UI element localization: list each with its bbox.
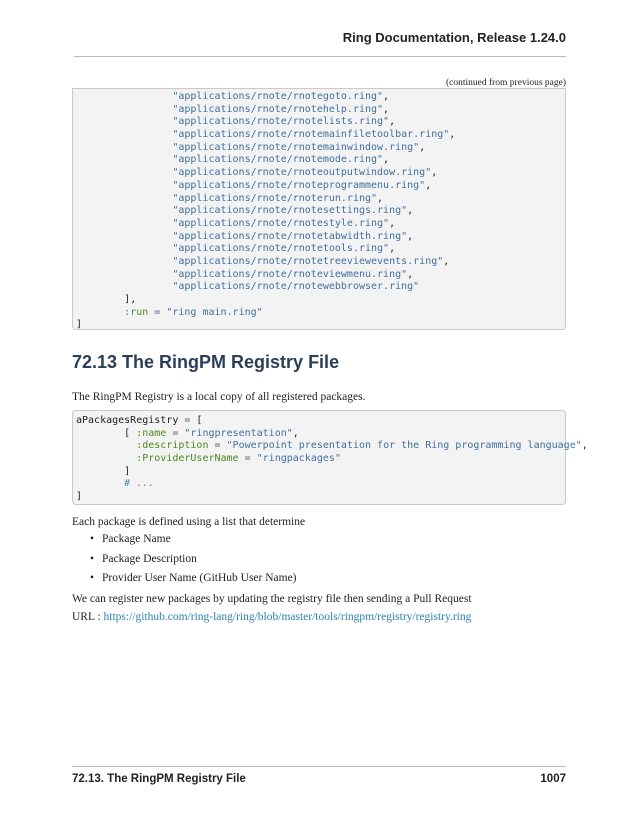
code-string: "applications/rnote/rnoteoutputwindow.ring" [172,167,432,179]
code-line: "applications/rnote/rnoterun.ring", [172,192,384,204]
code-string: "applications/rnote/rnoterun.ring" [172,192,378,204]
code-line: :ProviderUserName = "ringpackages" [136,453,341,465]
intro-paragraph: The RingPM Registry is a local copy of all registered packages. [72,391,366,403]
code-line: :run = "ring main.ring" [124,306,263,318]
code-line: ] [76,491,83,503]
code-line: "applications/rnote/rnoteprogrammenu.ring", [172,179,432,191]
list-item: • Provider User Name (GitHub User Name) [90,569,297,589]
code-string: "applications/rnote/rnotelists.ring" [172,116,390,128]
code-line: "applications/rnote/rnotehelp.ring", [172,103,390,115]
register-paragraph: We can register new packages by updating the registry file then sending a Pull Request [72,593,472,605]
defined-paragraph: Each package is defined using a list that determine [72,516,306,528]
code-line: "applications/rnote/rnotesettings.ring", [172,205,414,217]
footer-section: 72.13. The RingPM Registry File [72,773,246,785]
code-line: ], [124,294,137,305]
code-string: "applications/rnote/rnotetabwidth.ring" [172,230,408,242]
code-line: aPackagesRegistry = [ [76,415,203,426]
code-line: "applications/rnote/rnoteviewmenu.ring", [172,268,414,280]
code-line: "applications/rnote/rnotegoto.ring", [172,91,390,102]
page-footer [72,766,566,785]
code-line: "applications/rnote/rnotemainwindow.ring", [172,141,426,153]
continued-note: (continued from previous page) [445,78,566,88]
code-block-registry [72,410,588,505]
section-title: 72.13 The RingPM Registry File [72,352,340,372]
code-line: "applications/rnote/rnotelists.ring", [172,116,396,128]
bullet-list [90,530,297,589]
code-line: ] [124,465,131,477]
code-comment: # ... [124,478,155,490]
code-string: "ringpresentation" [184,427,293,439]
code-line [76,478,565,491]
code-string: "applications/rnote/rnotesettings.ring" [172,205,408,217]
code-line: "applications/rnote/rnotemode.ring", [172,154,390,166]
code-line: "applications/rnote/rnotetreeviewevents.ring", [172,255,450,267]
code-string: "ringpackages" [256,453,341,465]
code-line: ] [76,319,83,331]
code-string: "applications/rnote/rnotetreeviewevents.ring" [172,255,444,267]
code-string: "applications/rnote/rnotestyle.ring" [172,217,390,229]
code-string: "applications/rnote/rnotegoto.ring" [172,91,384,102]
code-key: :name [136,427,167,439]
code-string: "Powerpoint presentation for the Ring programming language" [226,440,582,452]
code-string: "ring main.ring" [166,306,263,318]
code-string: "applications/rnote/rnotetools.ring" [172,243,390,255]
page-number: 1007 [540,773,566,785]
code-line: [ :name = "ringpresentation", [124,427,299,439]
document-title: Ring Documentation, Release 1.24.0 [342,30,566,45]
code-line: "applications/rnote/rnotemainfiletoolbar.ring", [172,129,456,141]
code-line: "applications/rnote/rnotetabwidth.ring", [172,230,414,242]
url-label: URL : [72,611,104,623]
code-line: "applications/rnote/rnoteoutputwindow.ring", [172,167,438,179]
code-string: "applications/rnote/rnotemainwindow.ring" [172,141,420,153]
code-string: "applications/rnote/rnotehelp.ring" [172,103,384,115]
code-block-file-list [72,88,566,330]
code-key: :ProviderUserName [136,453,239,465]
code-line: "applications/rnote/rnotetools.ring", [172,243,396,255]
list-item: • Package Name [90,530,297,550]
code-string: "applications/rnote/rnoteprogrammenu.ring" [172,179,426,191]
code-key: :description [136,440,209,452]
code-line: :description = "Powerpoint presentation for the Ring programming language", [136,440,588,452]
page-header [74,30,566,57]
code-line: "applications/rnote/rnotestyle.ring", [172,217,396,229]
registry-link[interactable]: https://github.com/ring-lang/ring/blob/master/tools/ringpm/registry/registry.ring [103,611,472,623]
url-paragraph [72,611,471,623]
code-line [76,281,565,294]
code-string: "applications/rnote/rnotemainfiletoolbar.ring" [172,129,450,141]
code-string: "applications/rnote/rnoteviewmenu.ring" [172,268,408,280]
code-string: "applications/rnote/rnotewebbrowser.ring" [172,281,420,293]
code-string: "applications/rnote/rnotemode.ring" [172,154,384,166]
code-key: :run [124,306,149,318]
list-item: • Package Description [90,550,297,570]
